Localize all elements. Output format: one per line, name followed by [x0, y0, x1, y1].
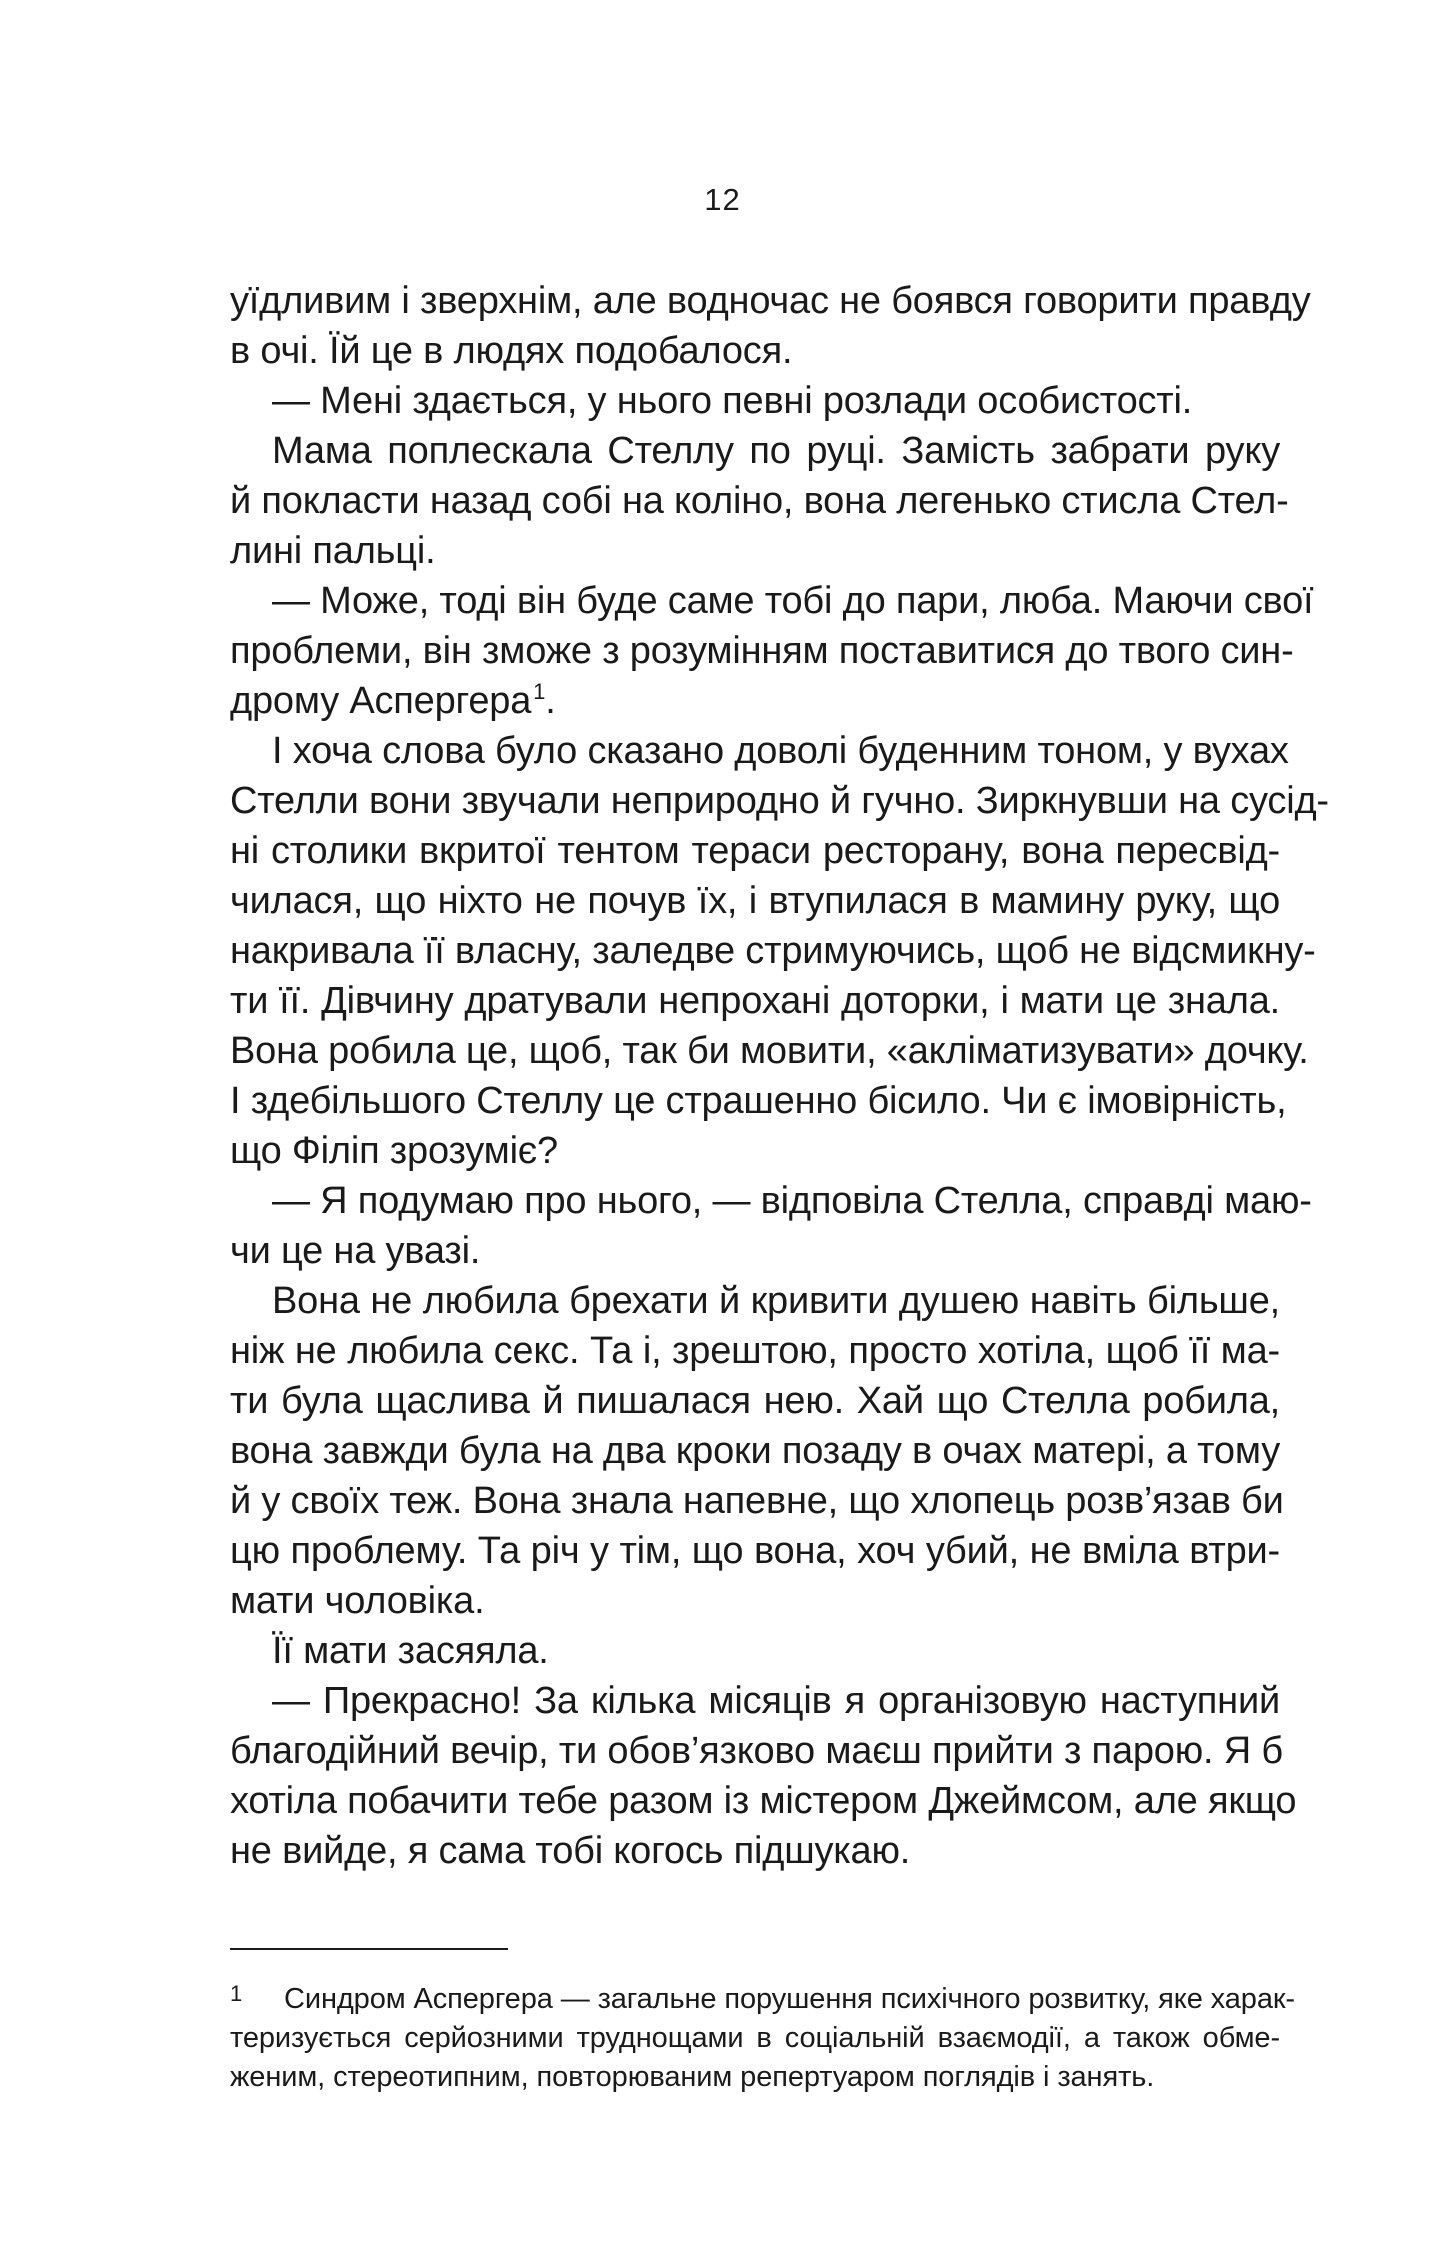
- text-line: — Може, тоді він буде саме тобі до пари, люба. Маючи свої: [272, 580, 1314, 622]
- text-line: ні столики вкритої тентом тераси ресторану, вона пересвід-: [230, 830, 1280, 872]
- text-line: чилася, що ніхто не почув їх, і втупилася в мамину руку, що: [230, 880, 1280, 922]
- text-line: не вийде, я сама тобі когось підшукаю.: [230, 1830, 911, 1872]
- text-line: ніж не любила секс. Та і, зрештою, просто хотіла, щоб її ма-: [230, 1330, 1280, 1372]
- text-line: Мама поплескала Стеллу по руці. Замість забрати руку: [272, 430, 1280, 472]
- text-line: мати чоловіка.: [230, 1580, 485, 1622]
- text-line: уїдливим і зверхнім, але водночас не боявся говорити правду: [230, 280, 1311, 322]
- footnote-line: теризується серйозними труднощами в соціальній взаємодії, а також обме-: [230, 2022, 1280, 2054]
- text-line: — Я подумаю про нього, — відповіла Стелла, справді маю-: [272, 1180, 1312, 1222]
- footnote-line: Синдром Аспергера — загальне порушення психічного розвитку, яке харак-: [284, 1983, 1295, 2015]
- page-number: 12: [704, 182, 741, 217]
- text-line: в очі. Їй це в людях подобалося.: [230, 330, 793, 372]
- text-span: дрому Аспергера: [230, 680, 532, 722]
- text-line: [230, 676, 1280, 731]
- text-line: вона завжди була на два кроки позаду в очах матері, а тому: [230, 1430, 1280, 1472]
- text-line: І хоча слова було сказано доволі буденним тоном, у вухах: [272, 730, 1289, 772]
- text-line: хотіла побачити тебе разом із містером Джеймсом, але якщо: [230, 1780, 1297, 1822]
- text-span: .: [545, 680, 556, 722]
- text-line: проблеми, він зможе з розумінням поставитися до твого син-: [230, 630, 1294, 672]
- text-line: й покласти назад собі на коліно, вона легенько стисла Стел-: [230, 480, 1289, 522]
- text-line: Стелли вони звучали неприродно й гучно. Зиркнувши на сусід-: [230, 780, 1329, 822]
- text-line: лині пальці.: [230, 530, 436, 572]
- text-line: й у своїх теж. Вона знала напевне, що хлопець розв’язав би: [230, 1480, 1284, 1522]
- text-line: І здебільшого Стеллу це страшенно бісило. Чи є імовірність,: [230, 1080, 1287, 1122]
- text-line: Її мати засяяла.: [272, 1630, 549, 1672]
- text-line: благодійний вечір, ти обов’язково маєш прийти з парою. Я б: [230, 1730, 1283, 1772]
- text-line: — Прекрасно! За кілька місяців я організовую наступний: [272, 1680, 1280, 1722]
- text-line: Вона робила це, щоб, так би мовити, «акліматизувати» дочку.: [230, 1030, 1309, 1072]
- text-line: чи це на увазі.: [230, 1230, 481, 1272]
- text-line: цю проблему. Та річ у тім, що вона, хоч убий, не вміла втри-: [230, 1530, 1280, 1572]
- text-line: ти була щаслива й пишалася нею. Хай що Стелла робила,: [230, 1380, 1280, 1422]
- footnote-reference[interactable]: 1: [533, 679, 546, 704]
- text-line: накривала її власну, заледве стримуючись, щоб не відсмикну-: [230, 930, 1316, 972]
- footnote-line: женим, стереотипним, повторюваним репертуаром поглядів і занять.: [230, 2061, 1155, 2093]
- footnote-marker: 1: [230, 1981, 243, 2006]
- footnote-divider: [230, 1948, 508, 1950]
- text-line: ти її. Дівчину дратували непрохані доторки, і мати це знала.: [230, 980, 1280, 1022]
- text-line: Вона не любила брехати й кривити душею навіть більше,: [272, 1280, 1280, 1322]
- text-line: — Мені здається, у нього певні розлади особистості.: [272, 380, 1193, 422]
- text-line: що Філіп зрозуміє?: [230, 1130, 558, 1172]
